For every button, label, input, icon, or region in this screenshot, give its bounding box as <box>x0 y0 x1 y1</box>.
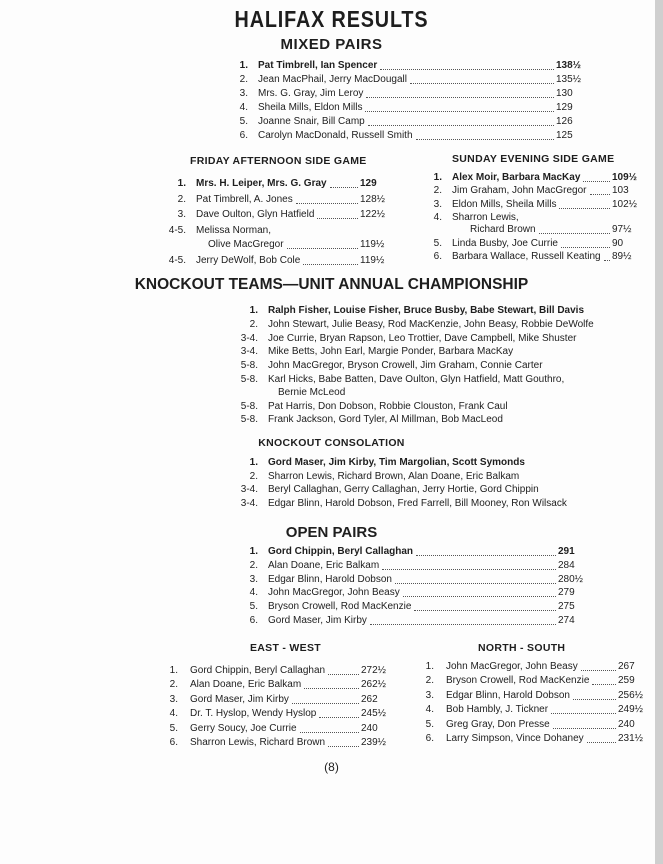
result-row <box>0 719 663 731</box>
player-names: John MacGregor, Bryson Crowell, Jim Graham, Connie Carter <box>268 360 543 372</box>
result-row <box>0 484 663 496</box>
score: 130 <box>556 88 573 99</box>
rank: 1. <box>177 178 186 189</box>
score: 272½ <box>361 665 387 676</box>
rank: 6. <box>239 130 248 141</box>
rank: 2. <box>177 193 186 205</box>
score: 267 <box>618 661 635 672</box>
consolation-heading: KNOCKOUT CONSOLATION <box>258 437 405 449</box>
result-row <box>0 414 663 426</box>
player-names: Dave Oulton, Glyn Hatfield <box>196 209 315 220</box>
rank: 3. <box>169 693 178 705</box>
rank: 3-4. <box>240 484 258 496</box>
rank: 1. <box>169 665 178 676</box>
player-names: Ralph Fisher, Louise Fisher, Bruce Busby, Babe Stewart, Bill Davis <box>268 305 585 316</box>
score: 122½ <box>360 209 386 220</box>
result-row <box>0 498 663 510</box>
player-names: Gord Chippin, Beryl Callaghan <box>190 665 326 676</box>
score: 109½ <box>612 172 638 183</box>
result-row <box>0 199 663 211</box>
score: 119½ <box>360 239 385 250</box>
score: 90 <box>612 237 624 249</box>
result-row-continuation <box>0 387 663 399</box>
page-title: HALIFAX RESULTS <box>234 6 429 32</box>
result-row <box>0 319 663 331</box>
score: 128½ <box>360 193 386 205</box>
mixed-pairs-heading: MIXED PAIRS <box>280 36 383 53</box>
result-row <box>0 212 663 224</box>
score: 291 <box>558 546 575 557</box>
player-names: Jean MacPhail, Jerry MacDougall <box>258 74 407 85</box>
player-names: Edgar Blinn, Harold Dobson <box>268 573 392 585</box>
player-names: Larry Simpson, Vince Dohaney <box>446 733 584 744</box>
score: 256½ <box>618 689 644 701</box>
result-row <box>0 102 663 114</box>
result-row <box>0 185 663 197</box>
rank: 5. <box>239 116 248 127</box>
player-names: Pat Harris, Don Dobson, Robbie Clouston, Frank Caul <box>268 400 508 412</box>
north-south-heading: NORTH - SOUTH <box>478 642 566 654</box>
rank: 4. <box>169 708 178 720</box>
player-names: Bryson Crowell, Rod MacKenzie <box>446 675 590 687</box>
score: 97½ <box>612 224 632 236</box>
dot-leader <box>590 186 611 195</box>
dot-leader <box>573 691 616 700</box>
player-names: Bryson Crowell, Rod MacKenzie <box>268 601 412 613</box>
score: 103 <box>612 185 629 197</box>
player-names: Dr. T. Hyslop, Wendy Hyslop <box>190 708 317 720</box>
rank: 5. <box>433 237 442 249</box>
score: 280½ <box>558 573 584 585</box>
rank: 1. <box>249 305 258 316</box>
result-row <box>0 74 663 86</box>
score: 138½ <box>556 60 582 71</box>
player-names: Pat Timbrell, A. Jones <box>196 193 293 205</box>
page-number: (8) <box>324 760 339 774</box>
dot-leader <box>366 89 554 98</box>
rank: 5-8. <box>240 414 258 426</box>
rank: 5. <box>249 601 258 613</box>
rank: 6. <box>169 737 178 748</box>
dot-leader <box>380 61 554 70</box>
player-names-line2: Richard Brown <box>470 224 536 236</box>
player-names: Carolyn MacDonald, Russell Smith <box>258 130 413 141</box>
score: 102½ <box>612 198 638 210</box>
rank: 4-5. <box>168 224 186 236</box>
player-names: Gord Chippin, Beryl Callaghan <box>268 546 414 557</box>
player-names: Greg Gray, Don Presse <box>446 718 550 730</box>
rank: 4. <box>425 704 434 716</box>
score: 240 <box>618 718 635 730</box>
score: 126 <box>556 116 573 127</box>
player-names: Gord Maser, Jim Kirby <box>268 615 367 626</box>
score: 275 <box>558 601 575 613</box>
rank: 1. <box>425 661 434 672</box>
player-names: Barbara Wallace, Russell Keating <box>452 250 601 262</box>
player-names: Edgar Blinn, Harold Dobson, Fred Farrell, Bill Mooney, Ron Wilsack <box>268 498 567 510</box>
rank: 3. <box>425 689 434 701</box>
score: 245½ <box>361 708 387 720</box>
rank: 6. <box>425 733 434 744</box>
rank: 2. <box>239 74 248 85</box>
player-names: Pat Timbrell, Ian Spencer <box>258 60 378 71</box>
rank: 3. <box>239 88 248 99</box>
score: 135½ <box>556 74 582 85</box>
player-names: Eldon Mills, Sheila Mills <box>452 198 557 210</box>
result-row <box>0 733 663 745</box>
rank: 3. <box>249 573 258 585</box>
rank: 4. <box>433 211 442 223</box>
score: 119½ <box>360 254 385 266</box>
rank: 1. <box>433 172 442 183</box>
player-names: Sharron Lewis, Richard Brown, Alan Doane, Eric Balkam <box>268 470 520 482</box>
player-names: Gord Maser, Jim Kirby <box>190 693 289 705</box>
score: 249½ <box>618 704 644 716</box>
player-names: Gord Maser, Jim Kirby, Tim Margolian, Scott Symonds <box>268 457 525 468</box>
rank: 5-8. <box>240 400 258 412</box>
rank: 2. <box>433 185 442 197</box>
dot-leader <box>410 75 554 84</box>
rank: 2. <box>249 559 258 571</box>
score: 129 <box>360 178 377 189</box>
rank: 1. <box>249 457 258 468</box>
score: 262 <box>361 693 378 705</box>
rank: 1. <box>249 546 258 557</box>
result-row <box>0 60 663 72</box>
player-names: John MacGregor, John Beasy <box>268 587 400 599</box>
result-row <box>0 305 663 317</box>
rank: 3. <box>177 209 186 220</box>
player-names: Alan Doane, Eric Balkam <box>268 559 380 571</box>
result-row <box>0 88 663 100</box>
player-names: Melissa Norman, <box>196 224 272 236</box>
player-names: Jerry DeWolf, Bob Cole <box>196 254 301 266</box>
dot-leader <box>368 117 554 126</box>
player-names: Mike Betts, John Earl, Margie Ponder, Barbara MacKay <box>268 346 514 358</box>
east-west-heading: EAST - WEST <box>250 642 321 654</box>
rank: 5. <box>425 718 434 730</box>
result-row <box>0 615 663 627</box>
score: 129 <box>556 102 573 113</box>
result-row <box>0 172 663 184</box>
player-names: Mrs. G. Gray, Jim Leroy <box>258 88 364 99</box>
open-pairs-heading: OPEN PAIRS <box>285 524 378 541</box>
result-row <box>0 587 663 599</box>
player-names: Karl Hicks, Babe Batten, Dave Oulton, Glyn Hatfield, Matt Gouthro, <box>268 374 565 385</box>
player-names: Edgar Blinn, Harold Dobson <box>446 689 570 701</box>
rank: 3-4. <box>240 346 258 358</box>
result-row <box>0 704 663 716</box>
result-row <box>0 116 663 128</box>
player-names: Bob Hambly, J. Tickner <box>446 704 549 716</box>
dot-leader <box>604 252 610 261</box>
result-row <box>0 546 663 558</box>
rank: 6. <box>249 615 258 626</box>
rank: 3. <box>433 198 442 210</box>
rank: 5-8. <box>240 374 258 385</box>
result-row <box>0 675 663 687</box>
dot-leader <box>559 200 610 209</box>
player-names-line2: Bernie McLeod <box>278 386 346 398</box>
result-row <box>0 401 663 413</box>
score: 231½ <box>618 733 644 744</box>
rank: 3-4. <box>240 498 258 510</box>
score: 274 <box>558 615 575 626</box>
dot-leader <box>539 225 610 234</box>
dot-leader <box>587 734 616 743</box>
rank: 1. <box>239 60 248 71</box>
result-row <box>0 457 663 469</box>
score: 279 <box>558 587 575 599</box>
rank: 5. <box>169 722 178 734</box>
player-names: Alan Doane, Eric Balkam <box>190 679 302 691</box>
rank: 6. <box>433 250 442 262</box>
knockout-heading: KNOCKOUT TEAMS—UNIT ANNUAL CHAMPIONSHIP <box>134 276 529 293</box>
result-row <box>0 130 663 142</box>
player-names: Alex Moir, Barbara MacKay <box>452 172 581 183</box>
result-row <box>0 690 663 702</box>
sunday-heading: SUNDAY EVENING SIDE GAME <box>452 153 615 165</box>
score: 89½ <box>612 250 632 262</box>
rank: 2. <box>425 675 434 687</box>
score: 240 <box>361 722 378 734</box>
score: 239½ <box>361 737 387 748</box>
result-row <box>0 238 663 250</box>
player-names: Joe Currie, Bryan Rapson, Leo Trottier, Dave Campbell, Mike Shuster <box>268 332 577 344</box>
player-names: John Stewart, Julie Beasy, Rod MacKenzie, John Beasy, Robbie DeWolfe <box>268 318 594 330</box>
rank: 2. <box>249 318 258 330</box>
result-row-continuation <box>0 224 663 236</box>
player-names-line2: Olive MacGregor <box>208 239 284 250</box>
dot-leader <box>382 561 556 570</box>
score: 259 <box>618 675 635 687</box>
score: 125 <box>556 130 573 141</box>
dot-leader <box>583 173 610 182</box>
result-row <box>0 360 663 372</box>
result-row <box>0 251 663 263</box>
rank: 2. <box>249 470 258 482</box>
player-names: Joanne Snair, Bill Camp <box>258 116 365 127</box>
dot-leader <box>416 547 556 556</box>
player-names: Mrs. H. Leiper, Mrs. G. Gray <box>196 178 327 189</box>
player-names: Sharron Lewis, <box>452 211 519 223</box>
dot-leader <box>403 588 556 597</box>
dot-leader <box>553 720 616 729</box>
result-row <box>0 471 663 483</box>
friday-heading: FRIDAY AFTERNOON SIDE GAME <box>190 155 367 167</box>
dot-leader <box>395 575 556 584</box>
dot-leader <box>581 662 616 671</box>
result-row <box>0 346 663 358</box>
result-row <box>0 333 663 345</box>
dot-leader <box>551 705 616 714</box>
rank: 5-8. <box>240 360 258 372</box>
dot-leader <box>370 616 556 625</box>
score: 284 <box>558 559 575 571</box>
dot-leader <box>592 676 616 685</box>
player-names: Linda Busby, Joe Currie <box>452 237 558 249</box>
player-names: Sharron Lewis, Richard Brown <box>190 737 326 748</box>
result-row <box>0 601 663 613</box>
dot-leader <box>416 131 554 140</box>
player-names: John MacGregor, John Beasy <box>446 661 578 672</box>
player-names: Jim Graham, John MacGregor <box>452 185 587 197</box>
rank: 2. <box>169 679 178 691</box>
score: 262½ <box>361 679 387 691</box>
player-names: Frank Jackson, Gord Tyler, Al Millman, Bob MacLeod <box>268 414 503 426</box>
rank: 3-4. <box>240 332 258 344</box>
rank: 4. <box>249 587 258 599</box>
dot-leader <box>365 103 554 112</box>
rank: 4-5. <box>168 254 186 266</box>
result-row <box>0 560 663 572</box>
dot-leader <box>414 602 556 611</box>
player-names: Gerry Soucy, Joe Currie <box>190 722 297 734</box>
result-row <box>0 661 663 673</box>
dot-leader <box>561 239 610 248</box>
result-row <box>0 574 663 586</box>
player-names: Beryl Callaghan, Gerry Callaghan, Jerry Hortie, Gord Chippin <box>268 484 539 496</box>
result-row <box>0 374 663 386</box>
player-names: Sheila Mills, Eldon Mills <box>258 102 363 113</box>
rank: 4. <box>239 102 248 113</box>
